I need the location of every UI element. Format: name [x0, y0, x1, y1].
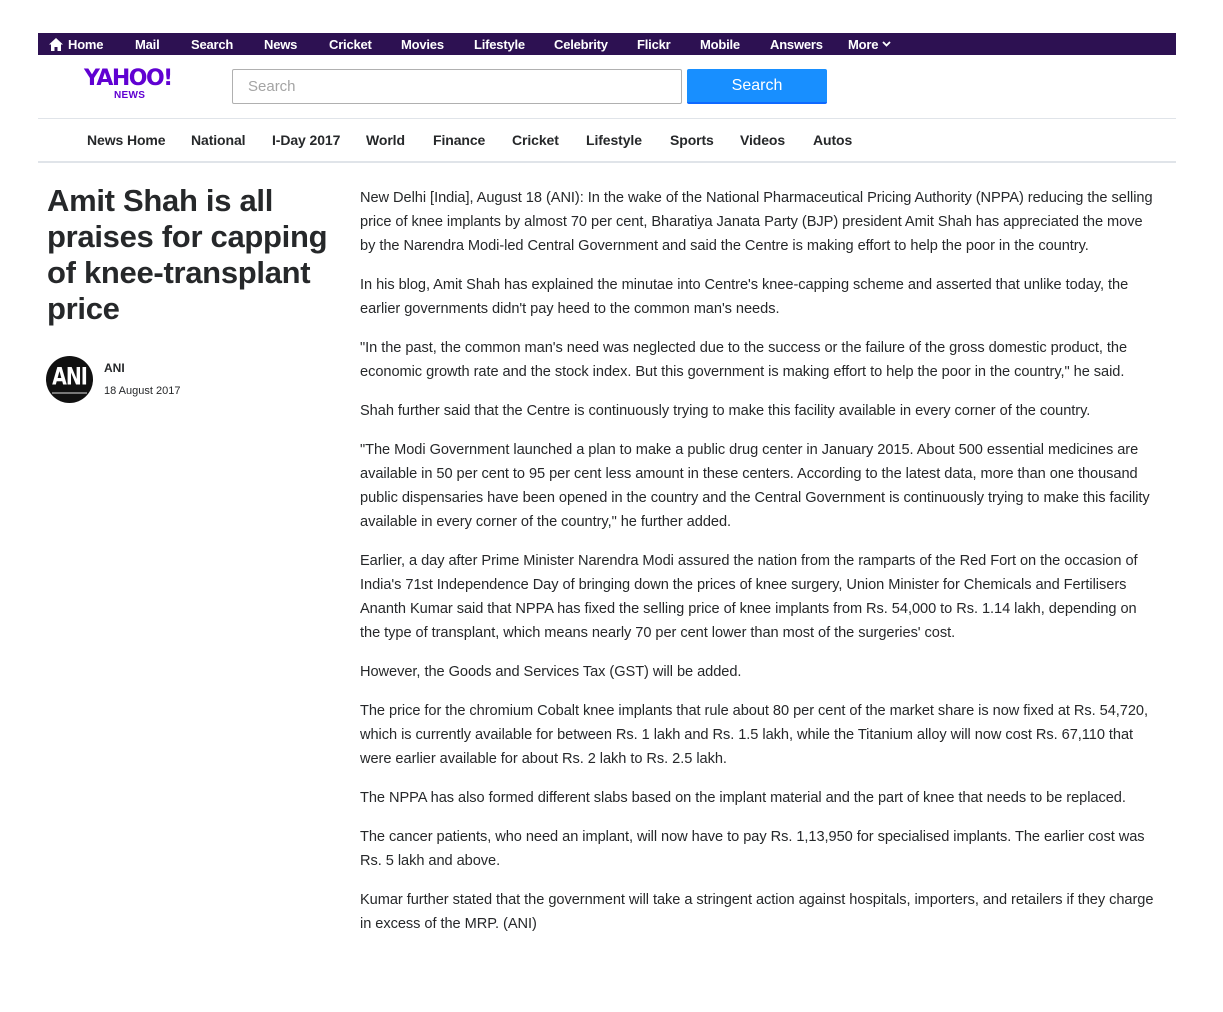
topnav-cricket[interactable]: Cricket: [329, 36, 372, 52]
topnav-search[interactable]: Search: [191, 36, 234, 52]
article-paragraph: In his blog, Amit Shah has explained the minutae into Centre's knee-capping scheme and asserted that unlike today, the earlier governments didn't pay heed to the common man's needs.: [360, 277, 1129, 317]
article-author[interactable]: ANI: [104, 361, 125, 375]
article-paragraph: "In the past, the common man's need was neglected due to the success or the failure of the gross domestic product, the economic growth rate and the stock index. But this government is making effort to help the poor in the country," he said.: [360, 340, 1128, 380]
topnav-news[interactable]: News: [264, 36, 298, 52]
article-paragraph: The price for the chromium Cobalt knee implants that rule about 80 per cent of the market share is now fixed at Rs. 54,720, which is currently available for between Rs. 1 lakh and Rs. 1.5 lakh, while the Titanium alloy will now cost Rs. 67,110 that were earlier available for about Rs. 2 lakh to Rs. 2.5 lakh.: [360, 703, 1148, 767]
subnav-national[interactable]: National: [191, 132, 246, 148]
topnav-flickr[interactable]: Flickr: [637, 36, 671, 52]
topnav-movies[interactable]: Movies: [401, 36, 444, 52]
topnav-home-label: Home: [68, 36, 104, 52]
subnav-sports[interactable]: Sports: [670, 132, 714, 148]
search-button[interactable]: Search: [687, 69, 827, 104]
article-paragraph: The NPPA has also formed different slabs based on the implant material and the part of knee that needs to be replaced.: [360, 790, 1126, 806]
home-icon: [49, 38, 63, 51]
avatar-caption-line: [52, 392, 87, 394]
logo-sub: NEWS: [114, 90, 146, 101]
top-nav-bar: [38, 33, 1176, 55]
search-input[interactable]: [232, 69, 682, 104]
chevron-down-icon: [882, 41, 891, 47]
article-paragraph: However, the Goods and Services Tax (GST) will be added.: [360, 664, 742, 680]
subnav-finance[interactable]: Finance: [433, 132, 486, 148]
topnav-more-label: More: [848, 36, 879, 52]
article-body: [360, 186, 1160, 951]
yahoo-news-logo[interactable]: [84, 66, 184, 102]
avatar-text: ANI: [52, 363, 87, 391]
subnav-lifestyle[interactable]: Lifestyle: [586, 132, 642, 148]
article-paragraph: Earlier, a day after Prime Minister Narendra Modi assured the nation from the ramparts of the Red Fort on the occasion of India's 71st Independence Day of bringing down the prices of knee surgery, Union Minister for Chemicals and Fertilisers Ananth Kumar said that NPPA has fixed the selling price of knee implants from Rs. 54,000 to Rs. 1.14 lakh, depending on the type of transplant, which means nearly 70 per cent lower than most of the surgeries' cost.: [360, 553, 1138, 641]
topnav-mobile[interactable]: Mobile: [700, 36, 740, 52]
topnav-mail[interactable]: Mail: [135, 36, 160, 52]
section-nav: [38, 119, 1176, 161]
topnav-more[interactable]: [848, 33, 891, 55]
subnav-autos[interactable]: Autos: [813, 132, 853, 148]
article-date: 18 August 2017: [104, 385, 181, 397]
topnav-home[interactable]: [49, 33, 103, 55]
avatar[interactable]: [46, 356, 93, 403]
article-paragraph: Kumar further stated that the government will take a stringent action against hospitals, importers, and retailers if they charge in excess of the MRP. (ANI): [360, 892, 1154, 932]
article-paragraph: New Delhi [India], August 18 (ANI): In the wake of the National Pharmaceutical Pricing Authority (NPPA) reducing the selling price of knee implants by almost 70 per cent, Bharatiya Janata Party (BJP) president Amit Shah has appreciated the move by the Narendra Modi-led Central Government and said the Centre is making effort to help the poor in the country.: [360, 190, 1153, 254]
article-paragraph: "The Modi Government launched a plan to make a public drug center in January 2015. About 500 essential medicines are available in 50 per cent to 95 per cent less amount in these centers. According to the latest data, more than one thousand public dispensaries have been opened in the country and the Central Government is continuously trying to make this facility available in every corner of the country," he further added.: [360, 442, 1150, 530]
subnav-divider: [38, 161, 1176, 163]
subnav-news-home[interactable]: News Home: [87, 132, 166, 148]
subnav-videos[interactable]: Videos: [740, 132, 786, 148]
subnav-cricket[interactable]: Cricket: [512, 132, 559, 148]
site-header: [38, 55, 1176, 119]
article-title: Amit Shah is all praises for capping of knee-transplant price: [47, 183, 328, 326]
topnav-celebrity[interactable]: Celebrity: [554, 36, 608, 52]
subnav-world[interactable]: World: [366, 132, 405, 148]
subnav-iday-2017[interactable]: I-Day 2017: [272, 132, 341, 148]
logo-brand: YAHOO!: [84, 66, 172, 91]
topnav-lifestyle[interactable]: Lifestyle: [474, 36, 525, 52]
article-paragraph: Shah further said that the Centre is continuously trying to make this facility available in every corner of the country.: [360, 403, 1091, 419]
topnav-answers[interactable]: Answers: [770, 36, 823, 52]
article-paragraph: The cancer patients, who need an implant, will now have to pay Rs. 1,13,950 for specialised implants. The earlier cost was Rs. 5 lakh and above.: [360, 829, 1145, 869]
